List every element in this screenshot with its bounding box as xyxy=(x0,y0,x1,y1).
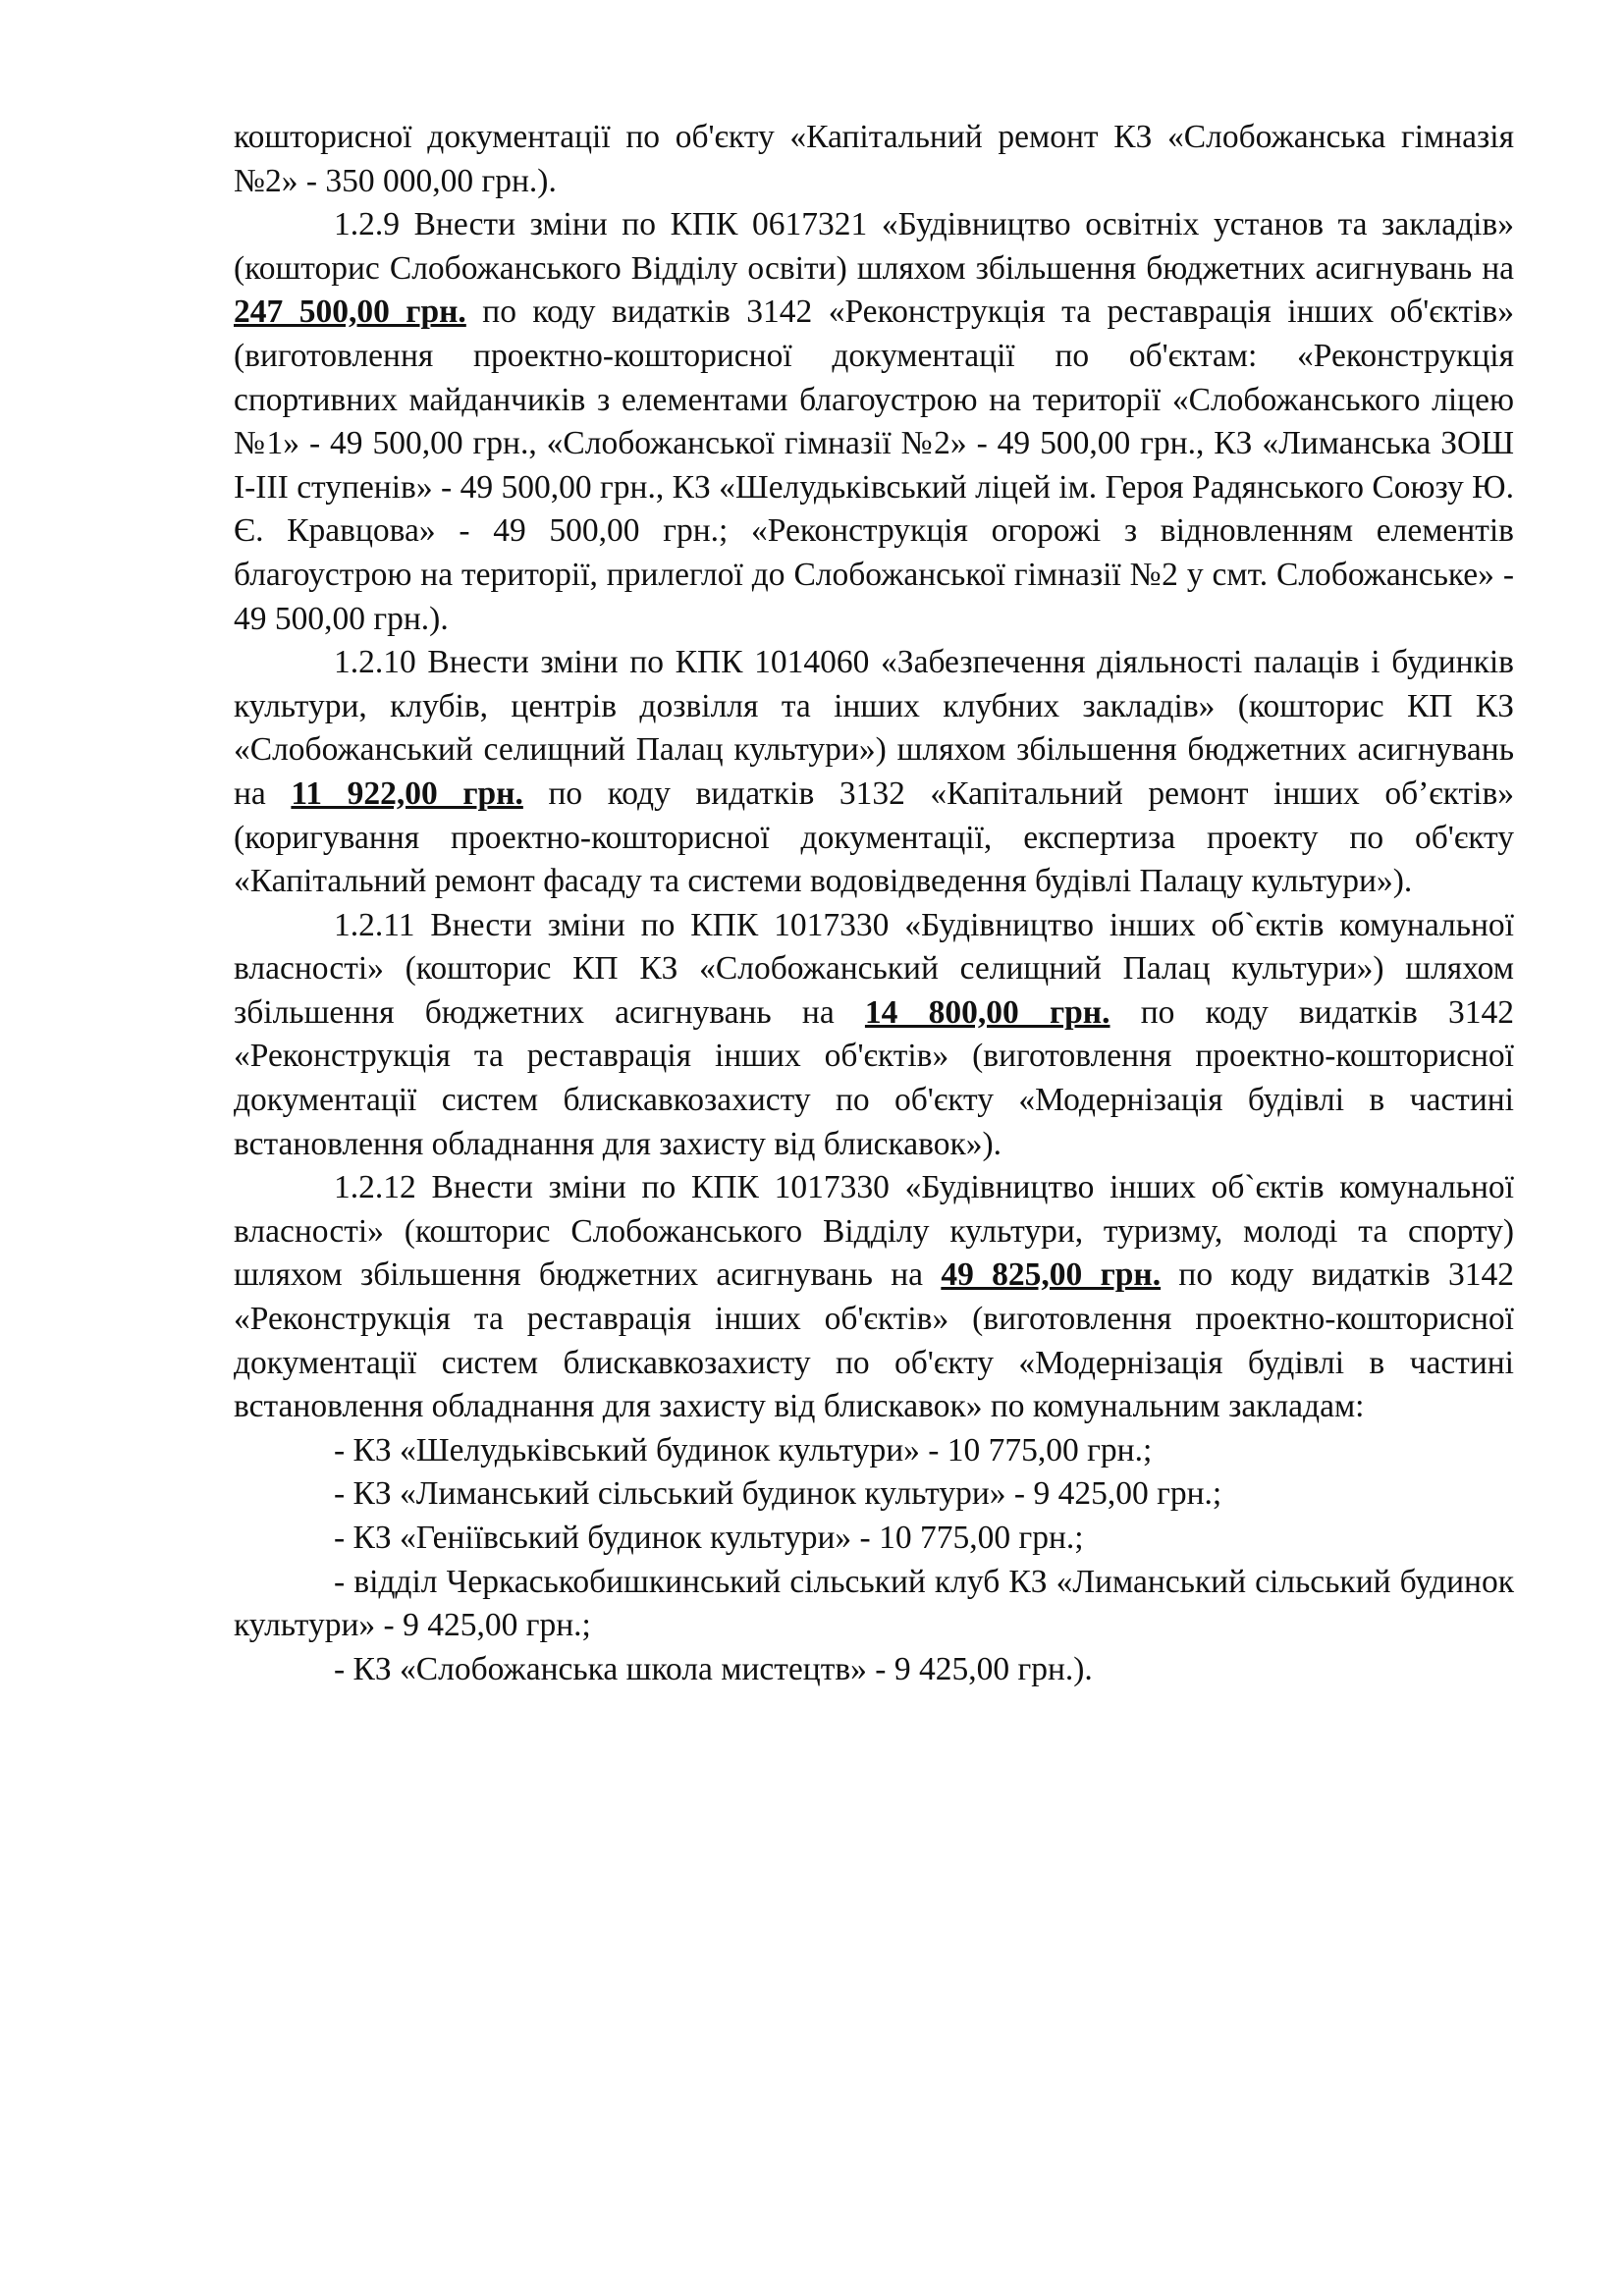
list-item: - КЗ «Лиманський сільський будинок культури» - 9 425,00 грн.; xyxy=(334,1475,1222,1513)
paragraph xyxy=(234,203,1514,641)
paragraph xyxy=(234,641,1514,904)
paragraph xyxy=(234,116,1514,203)
paragraph-text: по коду видатків 3142 «Реконструкція та реставрація інших об'єктів» (виготовлення проектно-кошторисної документації систем блискавкозахисту по об'єкту «Модернізація будівлі в частині встановлення обладнання для захисту від блискавок»). xyxy=(234,993,1515,1162)
list-item: - відділ Черкаськобишкинський сільський клуб КЗ «Лиманський сільський будинок культури» - 9 425,00 грн.; xyxy=(234,1563,1514,1644)
paragraph-text: 1.2.11 Внести зміни по КПК 1017330 «Будівництво інших об`єктів комунальної власності» (кошторис КП КЗ «Слобожанський селищний Палац культури») шляхом збільшення бюджетних асигнувань на xyxy=(234,906,1514,1031)
amount-highlight: 11 922,00 грн. xyxy=(291,774,523,812)
paragraph-text: 1.2.12 Внести зміни по КПК 1017330 «Будівництво інших об`єктів комунальної власності» (кошторис Слобожанського Відділу культури, туризму, молоді та спорту) шляхом збільшення бюджетних асигнувань на xyxy=(234,1169,1514,1294)
paragraph-text: кошторисної документації по об'єкту «Капітальний ремонт КЗ «Слобожанська гімназія №2» - 350 000,00 грн.). xyxy=(234,119,1514,199)
amount-highlight: 247 500,00 грн. xyxy=(234,294,466,331)
paragraph-text: 1.2.10 Внести зміни по КПК 1014060 «Забезпечення діяльності палаців і будинків культури, клубів, центрів дозвілля та інших клубних закладів» (кошторис КП КЗ «Слобожанський селищний Палац культури») шляхом збільшення бюджетних асигнувань на xyxy=(234,644,1514,812)
paragraph xyxy=(234,1166,1514,1429)
list-item: - КЗ «Геніївський будинок культури» - 10 775,00 грн.; xyxy=(334,1520,1084,1556)
paragraph-text: по коду видатків 3142 «Реконструкція та реставрація інших об'єктів» (виготовлення проектно-кошторисної документації систем блискавкозахисту по об'єкту «Модернізація будівлі в частині встановлення обладнання для захисту від блискавок» по комунальним закладам: xyxy=(234,1256,1514,1425)
bullet-list xyxy=(234,1429,1514,1692)
amount-highlight: 14 800,00 грн. xyxy=(864,993,1110,1031)
document-page xyxy=(234,116,1514,1691)
paragraph xyxy=(234,904,1514,1167)
list-item: - КЗ «Слобожанська школа мистецтв» - 9 425,00 грн.). xyxy=(334,1650,1093,1687)
paragraph-text: по коду видатків 3132 «Капітальний ремонт інших об’єктів» (коригування проектно-кошторисної документації, експертиза проекту по об'єкту «Капітальний ремонт фасаду та системи водовідведення будівлі Палацу культури»). xyxy=(234,774,1515,900)
paragraph-text: 1.2.9 Внести зміни по КПК 0617321 «Будівництво освітніх установ та закладів» (кошторис Слобожанського Відділу освіти) шляхом збільшення бюджетних асигнувань на xyxy=(234,206,1514,287)
list-item: - КЗ «Шелудьківський будинок культури» - 10 775,00 грн.; xyxy=(334,1431,1153,1468)
amount-highlight: 49 825,00 грн. xyxy=(941,1256,1162,1294)
paragraphs xyxy=(234,116,1514,1429)
paragraph-text: по коду видатків 3142 «Реконструкція та реставрація інших об'єктів» (виготовлення проектно-кошторисної документації по об'єктам: «Реконструкція спортивних майданчиків з елементами благоустрою на території «Слобожанського ліцею №1» - 49 500,00 грн., «Слобожанської гімназії №2» - 49 500,00 грн., КЗ «Лиманська ЗОШ І-ІІІ ступенів» - 49 500,00 грн., КЗ «Шелудьківський ліцей ім. Героя Радянського Союзу Ю. Є. Кравцова» - 49 500,00 грн.; «Реконструкція огорожі з відновленням елементів благоустрою на території, прилеглої до Слобожанської гімназії №2 у смт. Слобожанське» - 49 500,00 грн.). xyxy=(234,294,1515,637)
